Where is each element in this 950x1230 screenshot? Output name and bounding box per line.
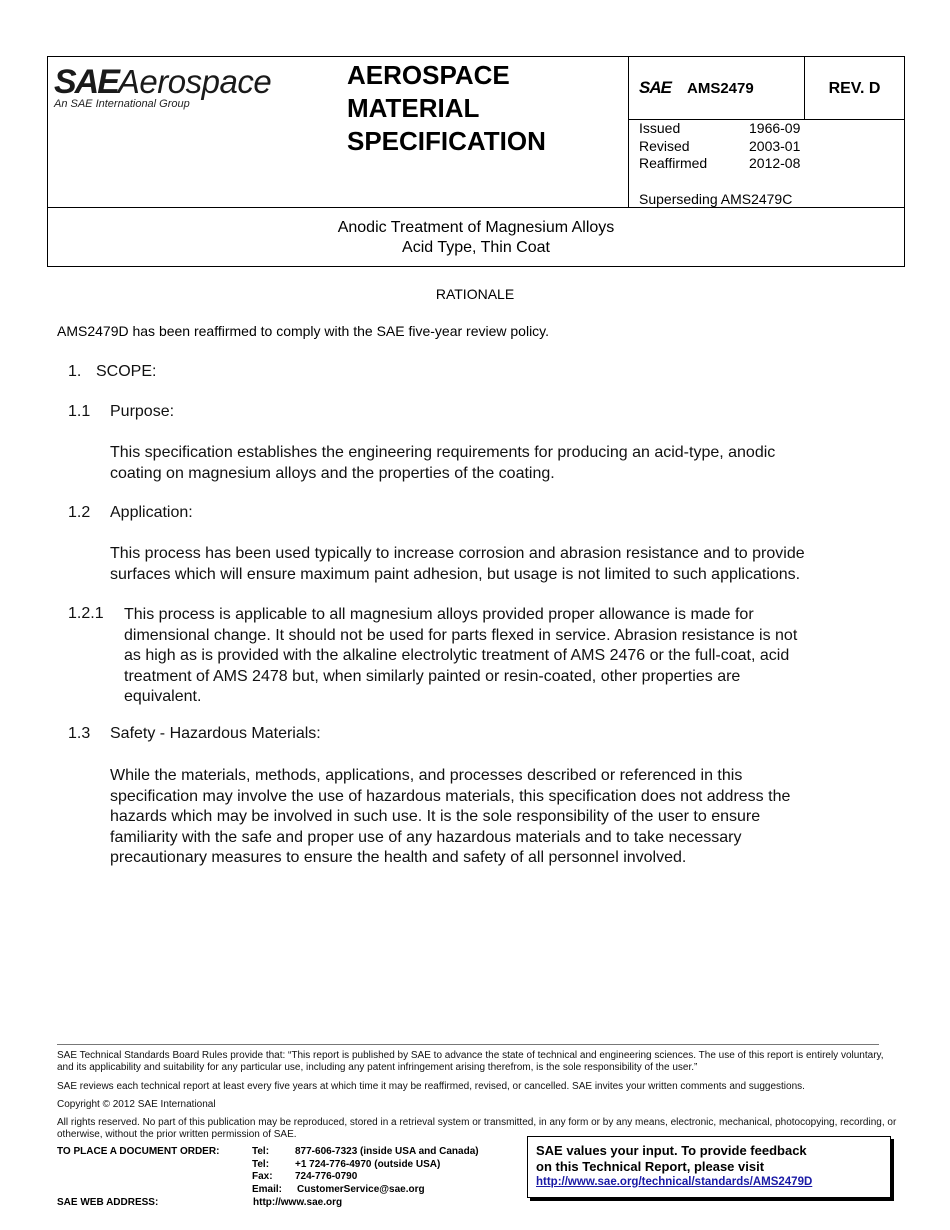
- document-number-row: [629, 57, 904, 120]
- subject-line-2: Acid Type, Thin Coat: [402, 239, 550, 256]
- rationale-heading: RATIONALE: [435, 286, 515, 302]
- safety-paragraph: [110, 766, 790, 869]
- date-value: 1966-09: [749, 120, 801, 136]
- contact-value: CustomerService@sae.org: [297, 1183, 425, 1195]
- document-number-cell: [629, 57, 805, 119]
- text-line: dimensional change. It should not be used for parts flexed in service. Abrasion resistance is not: [124, 626, 798, 644]
- title-line: SPECIFICATION: [347, 126, 546, 156]
- title-line: MATERIAL: [347, 93, 480, 123]
- web-label: SAE WEB ADDRESS:: [57, 1197, 159, 1208]
- board-rules-note: SAE Technical Standards Board Rules provide that: “This report is published by SAE to advance the state of technical and engineering sciences. The use of this report is entirely voluntary, and its applicability and suitability for any particular use, including any patent infringement arising therefrom, is the sole responsibility of the user.”: [57, 1050, 884, 1073]
- copyright-note: Copyright © 2012 SAE International: [57, 1099, 216, 1110]
- text-line: coating on magnesium alloys and the properties of the coating.: [110, 464, 555, 482]
- section-number: 1.2.1: [68, 605, 104, 622]
- document-number: AMS2479: [687, 80, 754, 97]
- contact-value: 877-606-7323 (inside USA and Canada): [295, 1146, 479, 1157]
- purpose-paragraph: [110, 443, 775, 484]
- date-row-revised: [639, 138, 800, 156]
- contact-labels: [252, 1146, 282, 1196]
- text-line: hazards which may be involved in such use. It is the sole responsibility of the user to ensure: [110, 808, 761, 825]
- feedback-link[interactable]: http://www.sae.org/technical/standards/AMS2479D: [536, 1176, 813, 1188]
- contact-values: [295, 1146, 479, 1196]
- superseding-note: Superseding AMS2479C: [639, 191, 793, 207]
- text-line: precautionary measures to ensure the health and safety of all personnel involved.: [110, 849, 687, 866]
- text-line: While the materials, methods, applications, and processes described or referenced in this: [110, 767, 743, 784]
- section-title-safety: Safety - Hazardous Materials:: [110, 725, 321, 742]
- rights-note: All rights reserved. No part of this publication may be reproduced, stored in a retrieval system or transmitted, in any form or by any means, electronic, mechanical, photocopying, recording, or otherwise, without the prior written permission of SAE.: [57, 1117, 897, 1140]
- text-line: This process has been used typically to increase corrosion and abrasion resistance and to provide: [110, 545, 805, 562]
- subsection-1-2-1-paragraph: [124, 605, 797, 708]
- rationale-text: AMS2479D has been reaffirmed to comply with the SAE five-year review policy.: [57, 323, 550, 339]
- document-info-cell: [628, 57, 904, 207]
- text-line: as high as is provided with the alkaline electrolytic treatment of AMS 2476 or the full-coat, acid: [124, 647, 790, 664]
- date-row-issued: [639, 120, 800, 138]
- date-row-reaffirmed: [639, 155, 800, 173]
- contact-label: Tel:: [252, 1146, 270, 1157]
- date-label: Issued: [639, 120, 681, 136]
- header-box: [47, 56, 905, 208]
- contact-label: Email:: [252, 1183, 283, 1195]
- section-title-application: Application:: [110, 504, 193, 521]
- logo-cell: [48, 57, 338, 207]
- text-line: This specification establishes the engineering requirements for producing an acid-type, anodic: [110, 444, 776, 461]
- order-label: TO PLACE A DOCUMENT ORDER:: [57, 1146, 220, 1157]
- section-number: 1.: [68, 363, 82, 380]
- contact-label: Fax:: [252, 1171, 273, 1182]
- footer-divider: [57, 1044, 879, 1045]
- text-line: familiarity with the safe and proper use of any hazardous materials and to take necessary: [110, 828, 742, 846]
- section-number: 1.3: [68, 725, 91, 742]
- date-history: [639, 120, 800, 173]
- feedback-box: [527, 1136, 891, 1198]
- section-number: 1.1: [68, 403, 91, 420]
- date-value: 2012-08: [749, 155, 801, 171]
- logo-subtitle: An SAE International Group: [54, 98, 190, 110]
- document-subject: [47, 207, 905, 267]
- logo-aerospace-text: Aerospace: [117, 63, 272, 100]
- text-line: equivalent.: [124, 688, 202, 705]
- section-number: 1.2: [68, 504, 91, 521]
- text-line: This process is applicable to all magnesium alloys provided proper allowance is made for: [124, 606, 754, 623]
- section-title-scope: SCOPE:: [96, 363, 157, 380]
- logo-sae-text: SAE: [54, 63, 118, 101]
- text-line: surfaces which will ensure maximum paint adhesion, but usage is not limited to such applications.: [110, 565, 801, 583]
- feedback-line: SAE values your input. To provide feedback: [536, 1143, 807, 1158]
- sae-aerospace-logo: [54, 63, 271, 102]
- title-line: AEROSPACE: [347, 60, 510, 90]
- feedback-text: [536, 1143, 807, 1175]
- document-type-title: [347, 59, 627, 158]
- application-paragraph: [110, 544, 805, 585]
- date-label: Reaffirmed: [639, 155, 708, 171]
- text-line: specification may involve the use of hazardous materials, this specification does not address the: [110, 787, 791, 805]
- subject-line-1: Anodic Treatment of Magnesium Alloys: [337, 219, 615, 236]
- review-note: SAE reviews each technical report at least every five years at which time it may be reaffirmed, revised, or cancelled. SAE invites your written comments and suggestions.: [57, 1081, 805, 1092]
- contact-value: 724-776-0790: [295, 1171, 358, 1182]
- date-value: 2003-01: [749, 137, 801, 154]
- date-label: Revised: [639, 137, 690, 154]
- revision-label: REV. D: [828, 80, 881, 97]
- section-title-purpose: Purpose:: [110, 403, 175, 420]
- text-line: treatment of AMS 2478 but, when similarly painted or resin-coated, other properties are: [124, 667, 741, 685]
- contact-value: +1 724-776-4970 (outside USA): [295, 1158, 441, 1170]
- web-address: http://www.sae.org: [253, 1197, 343, 1208]
- sae-mini-logo: SAE: [639, 78, 671, 97]
- contact-label: Tel:: [252, 1158, 270, 1170]
- feedback-line: on this Technical Report, please visit: [536, 1159, 765, 1174]
